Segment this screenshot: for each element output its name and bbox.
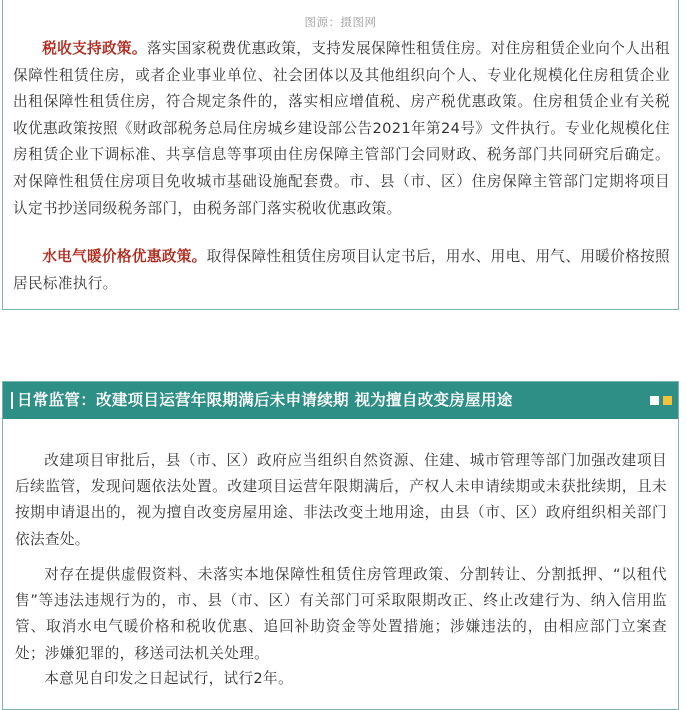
banner-accent-bar	[11, 392, 13, 409]
utility-policy-text: 取得保障性租赁住房项目认定书后，用水、用电、用气、用暖价格按照居民标准执行。	[13, 248, 670, 292]
tax-policy-heading: 税收支持政策。	[42, 40, 147, 57]
utility-policy-paragraph	[13, 244, 670, 297]
image-credit-caption: 图源：摄图网	[304, 15, 377, 29]
utility-policy-heading: 水电气暖价格优惠政策。	[42, 248, 207, 265]
banner-title: 日常监管：改建项目运营年限期满后未申请续期 视为擅自改变房屋用途	[17, 391, 513, 409]
supervision-section-box	[2, 381, 679, 710]
trial-period-paragraph: 本意见自印发之日起试行，试行2年。	[44, 670, 293, 687]
tax-policy-text: 落实国家税费优惠政策，支持发展保障性租赁住房。对住房租赁企业向个人出租保障性租赁住房，或者企业事业单位、社会团体以及其他组织向个人、专业化规模化住房租赁企业出租保障性租赁住房，符合规定条件的，落实相应增值税、房产税优惠政策。住房租赁企业有关税收优惠政策按照《财政部税务总局住房城乡建设部公告2021年第24号》文件执行。专业化规模化住房租赁企业下调标准、共享信息等事项由住房保障主管部门会同财政、税务部门共同研究后确定。对保障性租赁住房项目免收城市基础设施配套费。市、县（市、区）住房保障主管部门定期将项目认定书抄送同级税务部门，由税务部门落实税收优惠政策。	[13, 40, 670, 217]
tax-policy-paragraph	[13, 36, 670, 222]
supervision-paragraph-1: 改建项目审批后，县（市、区）政府应当组织自然资源、住建、城市管理等部门加强改建项目后续监管，发现问题依法处置。改建项目运营年限期满后，产权人未申请续期或未获批续期，且未按期申请退出的，视为擅自改变房屋用途、非法改变土地用途，由县（市、区）政府组织相关部门依法查处。	[15, 452, 667, 548]
policy-section-box	[2, 0, 679, 310]
supervision-paragraph-2: 对存在提供虚假资料、未落实本地保障性租赁住房管理政策、分割转让、分割抵押、“以租代售”等违法违规行为的，市、县（市、区）有关部门可采取限期改正、终止改建行为、纳入信用监管、取消水电气暖价格和税收优惠、追回补助资金等处置措施；涉嫌违法的，由相应部门立案查处；涉嫌犯罪的，移送司法机关处理。	[15, 566, 667, 662]
section-banner	[3, 382, 678, 419]
white-square-icon	[650, 396, 659, 405]
yellow-square-icon	[663, 396, 672, 405]
